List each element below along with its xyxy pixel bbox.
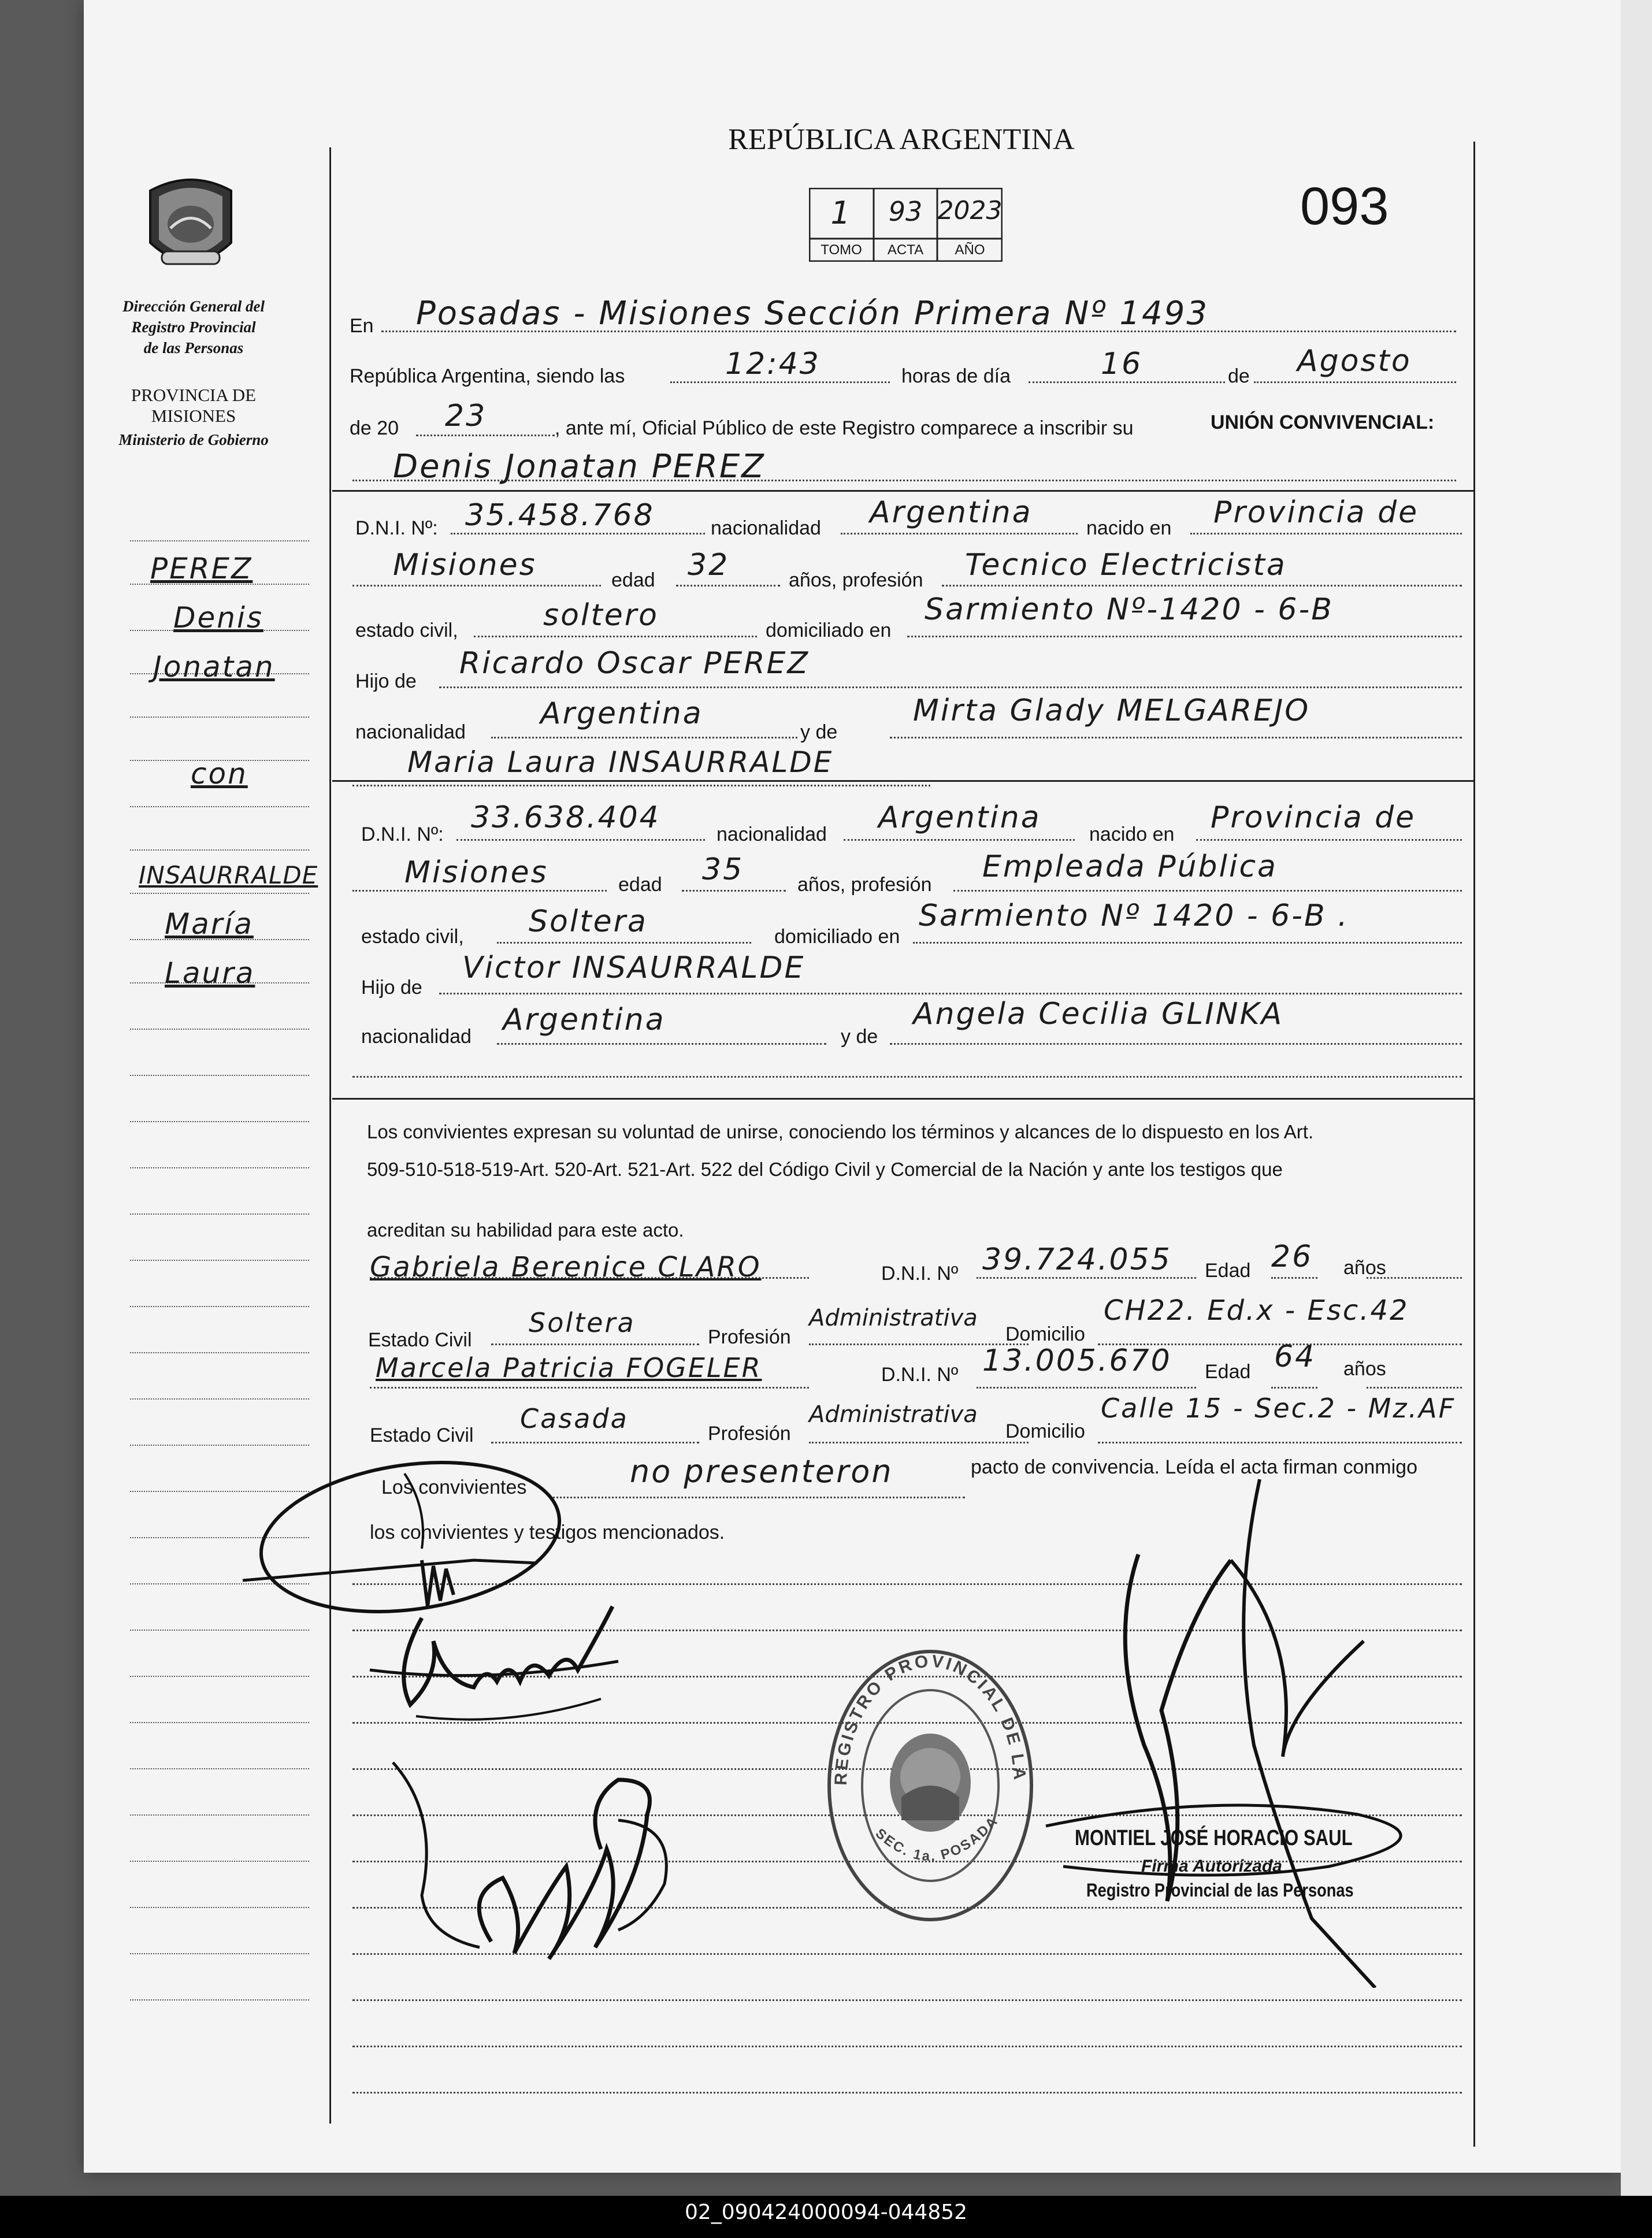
ministry-name: Ministerio de Gobierno: [118, 431, 269, 448]
p2-label-edad: edad: [618, 874, 662, 896]
acta-value: 93: [888, 196, 923, 227]
p2-label-dom: domiciliado en: [774, 926, 900, 948]
p1-address: Sarmiento Nº-1420 - 6-B: [925, 592, 1334, 627]
svg-text:REGISTRO PROVINCIAL DE LAS PER: REGISTRO PROVINCIAL DE LA: [831, 1651, 1030, 1786]
p2-label-hijo: Hijo de: [361, 977, 422, 999]
margin-name-2a: María: [165, 907, 254, 941]
declaration-line-1: Los convivientes expresan su voluntad de unirse, conociendo los términos y alcances de lo dispuesto en los Art.: [367, 1121, 1314, 1142]
p2-label-nac2: nacionalidad: [361, 1026, 472, 1048]
year-value: 23: [445, 399, 487, 433]
closing-line-2: los convivientes y testigos mencionados.: [370, 1521, 725, 1543]
w1-age: 26: [1271, 1239, 1313, 1274]
p1-dni: 35.458.768: [465, 498, 655, 533]
p1-civil: soltero: [543, 598, 659, 633]
w2-label-prof: Profesión: [708, 1423, 791, 1445]
p2-nationality: Argentina: [878, 800, 1041, 835]
declaration-line-2: 509-510-518-519-Art. 520-Art. 521-Art. 522 del Código Civil y Comercial de la Nación y ante los testigos que: [367, 1159, 1283, 1180]
anio-value: 2023: [937, 196, 1003, 225]
p2-father: Victor INSAURRALDE: [462, 951, 805, 985]
tomo-value: 1: [830, 195, 852, 231]
p2-profession: Empleada Pública: [982, 849, 1278, 884]
p1-label-dom: domiciliado en: [766, 619, 892, 641]
p1-label-nac: nacionalidad: [711, 517, 821, 539]
w1-label-dni: D.N.I. Nº: [881, 1263, 959, 1285]
w1-address: CH22. Ed.x - Esc.42: [1104, 1294, 1409, 1327]
margin-name-2b: Laura: [165, 956, 255, 990]
w2-label-edad: Edad: [1205, 1361, 1251, 1383]
page-edge: [1621, 0, 1652, 2196]
label-en: En: [350, 315, 374, 337]
p1-parents-nat: Argentina: [540, 696, 703, 731]
w2-profession: Administrativa: [809, 1401, 978, 1428]
month-value: Agosto: [1297, 344, 1412, 378]
signature-official: [1040, 1468, 1479, 1988]
closing-label-pacto: pacto de convivencia. Leída el acta firman conmigo: [971, 1456, 1418, 1478]
w2-age: 64: [1274, 1339, 1316, 1374]
label-de20: de 20: [350, 417, 399, 439]
official-round-seal: [821, 1647, 1040, 1924]
w2-name: Marcela Patricia FOGELER: [376, 1352, 762, 1383]
w1-name: Gabriela Berenice CLARO: [370, 1251, 762, 1283]
p2-label-nacido: nacido en: [1089, 823, 1175, 845]
p1-profession: Tecnico Electricista: [965, 548, 1287, 582]
margin-surname-1: PEREZ: [150, 552, 253, 585]
p2-age: 35: [702, 852, 744, 887]
w2-label-civil: Estado Civil: [370, 1424, 474, 1446]
p1-label-edad: edad: [611, 569, 655, 591]
p2-label-dni: D.N.I. Nº:: [361, 823, 444, 845]
closing-label-los: Los convivientes: [381, 1476, 527, 1498]
label-horas: horas de día: [901, 365, 1011, 387]
w2-label-anios: años: [1343, 1358, 1386, 1380]
label-de: de: [1228, 365, 1250, 387]
w2-label-dom: Domicilio: [1005, 1420, 1085, 1442]
w2-address: Calle 15 - Sec.2 - Mz.AF: [1101, 1393, 1456, 1424]
p2-birthplace-a: Provincia de: [1211, 800, 1416, 835]
p1-age: 32: [688, 548, 730, 582]
partner-fullname: Maria Laura INSAURRALDE: [407, 745, 834, 779]
p1-label-yde: y de: [800, 721, 838, 743]
p2-label-nac: nacionalidad: [717, 823, 827, 845]
margin-surname-2: INSAURRALDE: [139, 861, 318, 889]
w1-label-edad: Edad: [1205, 1260, 1251, 1282]
w1-label-dom: Domicilio: [1005, 1323, 1085, 1345]
margin-name-1b: Jonatan: [153, 650, 275, 684]
p1-birthplace-a: Provincia de: [1213, 495, 1419, 530]
p1-birthplace-b: Misiones: [393, 548, 537, 582]
p2-parents-nat: Argentina: [503, 1003, 666, 1037]
p1-nationality: Argentina: [870, 495, 1033, 530]
p2-label-civil: estado civil,: [361, 926, 464, 948]
record-number: 093: [1300, 177, 1389, 236]
w1-civil: Soltera: [529, 1307, 636, 1338]
signature-witness: [376, 1745, 699, 1994]
p1-label-nacido: nacido en: [1086, 517, 1172, 539]
p2-civil: Soltera: [529, 904, 648, 939]
official-name: MONTIEL JOSÉ HORACIO SAUL: [1075, 1826, 1353, 1850]
section-divider: [332, 1098, 1473, 1100]
w2-label-dni: D.N.I. Nº: [881, 1364, 959, 1386]
left-frame-line: [329, 147, 331, 2124]
w1-dni: 39.724.055: [982, 1242, 1172, 1277]
closing-pact: no presenteron: [630, 1453, 893, 1490]
section-divider: [332, 780, 1473, 782]
section-divider: [332, 490, 1473, 492]
official-title: Firma Autorizada: [1141, 1857, 1282, 1876]
p2-dni: 33.638.404: [471, 800, 660, 835]
p1-mother: Mirta Glady MELGAREJO: [913, 693, 1311, 728]
time-value: 12:43: [725, 347, 821, 381]
p2-mother: Angela Cecilia GLINKA: [913, 997, 1284, 1031]
label-union: UNIÓN CONVIVENCIAL:: [1211, 411, 1435, 433]
agency-name: Dirección General del Registro Provincial de las Personas: [122, 298, 265, 357]
margin-name-1a: Denis: [173, 601, 263, 634]
declaration-line-3: acreditan su habilidad para este acto.: [367, 1219, 684, 1241]
person1-fullname: Denis Jonatan PEREZ: [393, 448, 766, 485]
signature-convivientes-2: [358, 1583, 647, 1734]
margin-connector: con: [191, 757, 248, 790]
province-seal: [139, 173, 243, 280]
p1-father: Ricardo Oscar PEREZ: [459, 646, 810, 681]
w1-label-civil: Estado Civil: [368, 1329, 472, 1351]
p1-label-hijo: Hijo de: [355, 670, 417, 692]
country-title: REPÚBLICA ARGENTINA: [728, 123, 1075, 156]
label-siendo: República Argentina, siendo las: [350, 365, 625, 387]
w1-profession: Administrativa: [809, 1305, 978, 1331]
p2-birthplace-b: Misiones: [404, 855, 548, 890]
p2-label-yde: y de: [841, 1026, 878, 1048]
w1-label-prof: Profesión: [708, 1326, 791, 1348]
tomo-label: TOMO: [821, 242, 862, 258]
w1-label-anios: años: [1343, 1257, 1386, 1279]
svg-text:SEC. 1a. POSADAS: SEC. 1a. POSADA: [872, 1813, 1002, 1865]
scan-id: 02_090424000094-044852: [684, 2200, 968, 2224]
p1-label-dni: D.N.I. Nº:: [355, 517, 438, 539]
province-name: PROVINCIA DE MISIONES: [131, 385, 257, 426]
p1-label-civil: estado civil,: [355, 619, 458, 641]
w2-civil: Casada: [520, 1403, 629, 1434]
tomo-acta-anio-box: [809, 188, 1003, 262]
label-ante: , ante mí, Oficial Público de este Registro comparece a inscribir su: [555, 417, 1134, 439]
p1-label-prof: años, profesión: [789, 569, 923, 591]
day-value: 16: [1101, 347, 1143, 381]
anio-label: AÑO: [955, 242, 985, 258]
p1-label-nac2: nacionalidad: [355, 721, 466, 743]
official-office: Registro Provincial de las Personas: [1086, 1880, 1354, 1901]
w2-dni: 13.005.670: [982, 1343, 1172, 1378]
p2-label-prof: años, profesión: [797, 874, 932, 896]
p2-address: Sarmiento Nº 1420 - 6-B .: [919, 899, 1349, 933]
acta-label: ACTA: [887, 242, 924, 258]
place-value: Posadas - Misiones Sección Primera Nº 1493: [416, 295, 1209, 332]
